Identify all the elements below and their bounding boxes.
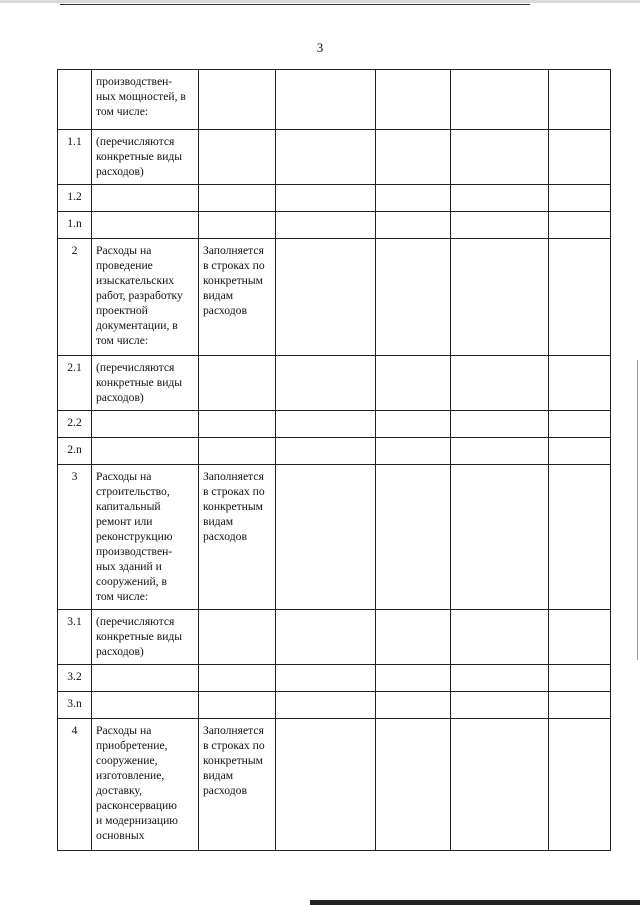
row-description — [92, 665, 199, 692]
row-number: 1.1 — [58, 130, 92, 185]
table-cell — [451, 356, 549, 411]
table-cell — [451, 130, 549, 185]
expense-table — [57, 69, 611, 851]
scan-edge-top — [0, 0, 640, 3]
row-description — [92, 411, 199, 438]
row-description — [92, 185, 199, 212]
table-row — [58, 239, 611, 356]
scan-edge-bottom — [310, 900, 640, 905]
row-note — [199, 70, 276, 130]
row-note — [199, 438, 276, 465]
table-cell — [376, 70, 451, 130]
table-cell — [376, 411, 451, 438]
table-cell — [549, 692, 611, 719]
table-row — [58, 465, 611, 610]
row-description: производствен- ных мощностей, в том числе: — [92, 70, 199, 130]
scan-line-top — [60, 4, 530, 5]
table-cell — [276, 356, 376, 411]
page-number: 3 — [316, 40, 324, 55]
table-cell — [451, 411, 549, 438]
table-cell — [376, 465, 451, 610]
row-number: 3 — [58, 465, 92, 610]
table-cell — [451, 610, 549, 665]
row-number: 1.2 — [58, 185, 92, 212]
table-cell — [276, 185, 376, 212]
table-cell — [451, 465, 549, 610]
row-description — [92, 212, 199, 239]
row-description — [92, 692, 199, 719]
row-note — [199, 610, 276, 665]
table-cell — [549, 465, 611, 610]
table-row — [58, 130, 611, 185]
row-number: 3.1 — [58, 610, 92, 665]
row-note — [199, 356, 276, 411]
table-cell — [376, 239, 451, 356]
table-cell — [549, 719, 611, 851]
table-row — [58, 692, 611, 719]
table-cell — [549, 239, 611, 356]
row-note — [199, 411, 276, 438]
table-cell — [376, 438, 451, 465]
table-row — [58, 185, 611, 212]
table-cell — [451, 212, 549, 239]
table-cell — [549, 438, 611, 465]
table-row — [58, 70, 611, 130]
row-note — [199, 130, 276, 185]
table-cell — [549, 130, 611, 185]
row-number: 3.n — [58, 692, 92, 719]
table-cell — [549, 610, 611, 665]
table-row — [58, 610, 611, 665]
table-cell — [276, 212, 376, 239]
row-number: 1.n — [58, 212, 92, 239]
row-description — [92, 438, 199, 465]
table-cell — [451, 70, 549, 130]
row-description: (перечисляются конкретные виды расходов) — [92, 610, 199, 665]
table-cell — [549, 356, 611, 411]
table-cell — [549, 212, 611, 239]
table-cell — [376, 692, 451, 719]
table-row — [58, 411, 611, 438]
row-description: (перечисляются конкретные виды расходов) — [92, 356, 199, 411]
table-cell — [376, 212, 451, 239]
scan-edge-right — [637, 360, 638, 660]
row-number: 3.2 — [58, 665, 92, 692]
row-note — [199, 665, 276, 692]
table-cell — [549, 70, 611, 130]
table-cell — [376, 185, 451, 212]
table-cell — [549, 185, 611, 212]
row-description: Расходы на строительство, капитальный ремонт или реконструкцию производствен- ных зданий и сооружений, в том числе: — [92, 465, 199, 610]
table-cell — [376, 130, 451, 185]
table-cell — [276, 719, 376, 851]
table-cell — [276, 70, 376, 130]
table-cell — [276, 438, 376, 465]
table-cell — [376, 356, 451, 411]
row-note: Заполняется в строках по конкретным видам расходов — [199, 239, 276, 356]
table-row — [58, 438, 611, 465]
table-cell — [276, 692, 376, 719]
row-description: Расходы на проведение изыскательских работ, разработку проектной документации, в том числе: — [92, 239, 199, 356]
table-cell — [451, 719, 549, 851]
table-cell — [276, 665, 376, 692]
table-cell — [451, 665, 549, 692]
row-number: 2 — [58, 239, 92, 356]
table-cell — [276, 465, 376, 610]
table-cell — [276, 411, 376, 438]
row-note: Заполняется в строках по конкретным видам расходов — [199, 719, 276, 851]
row-number: 2.n — [58, 438, 92, 465]
table-cell — [451, 692, 549, 719]
row-note — [199, 692, 276, 719]
table-row — [58, 665, 611, 692]
table-cell — [451, 185, 549, 212]
table-cell — [376, 665, 451, 692]
table-row — [58, 719, 611, 851]
table-cell — [276, 610, 376, 665]
row-note — [199, 212, 276, 239]
row-number: 2.1 — [58, 356, 92, 411]
table-row — [58, 212, 611, 239]
row-note — [199, 185, 276, 212]
table-row — [58, 356, 611, 411]
table-cell — [376, 610, 451, 665]
row-description: (перечисляются конкретные виды расходов) — [92, 130, 199, 185]
table-cell — [549, 411, 611, 438]
row-description: Расходы на приобретение, сооружение, изготовление, доставку, расконсервацию и модернизацию основных — [92, 719, 199, 851]
table-cell — [276, 130, 376, 185]
row-number — [58, 70, 92, 130]
row-note: Заполняется в строках по конкретным видам расходов — [199, 465, 276, 610]
table-cell — [376, 719, 451, 851]
table-cell — [451, 239, 549, 356]
table-cell — [451, 438, 549, 465]
row-number: 2.2 — [58, 411, 92, 438]
table-cell — [276, 239, 376, 356]
row-number: 4 — [58, 719, 92, 851]
table-cell — [549, 665, 611, 692]
